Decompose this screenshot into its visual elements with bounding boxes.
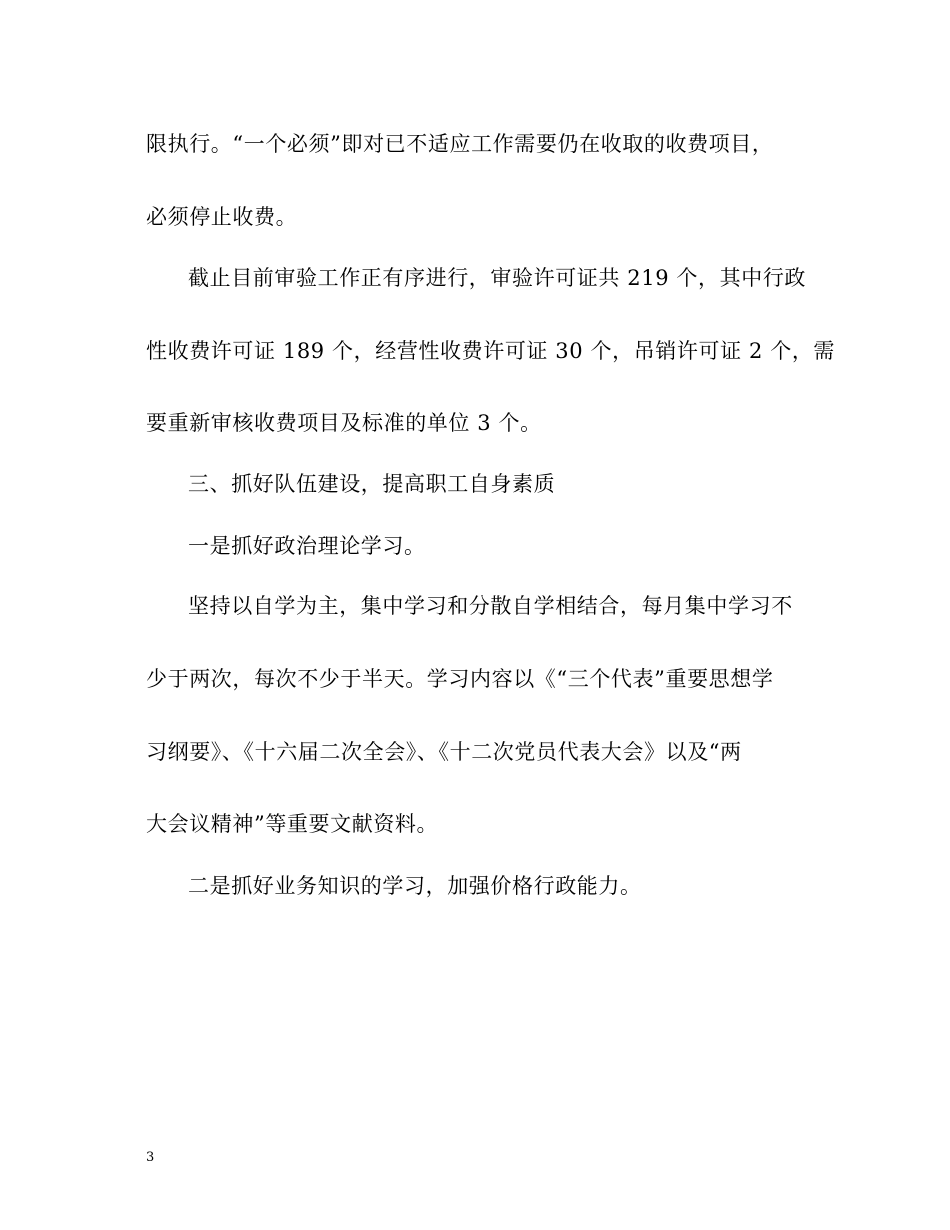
page-number: 3 bbox=[146, 1150, 155, 1165]
text-line-5: 要重新审核收费项目及标准的单位 3 个。 bbox=[146, 411, 542, 435]
text-line-3: 截止目前审验工作正有序进行，审验许可证共 219 个，其中行政 bbox=[188, 266, 807, 290]
text-line-1: 限执行。“一个必须”即对已不适应工作需要仍在收取的收费项目， bbox=[146, 132, 774, 156]
text-line-2: 必须停止收费。 bbox=[146, 205, 298, 229]
text-line-4: 性收费许可证 189 个，经营性收费许可证 30 个，吊销许可证 2 个，需 bbox=[146, 339, 836, 363]
subheading-2: 二是抓好业务知识的学习，加强价格行政能力。 bbox=[188, 874, 642, 898]
text-line-11: 大会议精神”等重要文献资料。 bbox=[146, 812, 439, 836]
subheading-1: 一是抓好政治理论学习。 bbox=[188, 534, 426, 558]
text-line-8: 坚持以自学为主，集中学习和分散自学相结合，每月集中学习不 bbox=[188, 594, 793, 618]
text-line-9: 少于两次，每次不少于半天。学习内容以《“三个代表”重要思想学 bbox=[146, 667, 774, 691]
text-line-10: 习纲要》、《十六届二次全会》、《十二次党员代表大会》以及“两 bbox=[146, 740, 742, 764]
section-heading: 三、抓好队伍建设，提高职工自身素质 bbox=[188, 472, 556, 496]
